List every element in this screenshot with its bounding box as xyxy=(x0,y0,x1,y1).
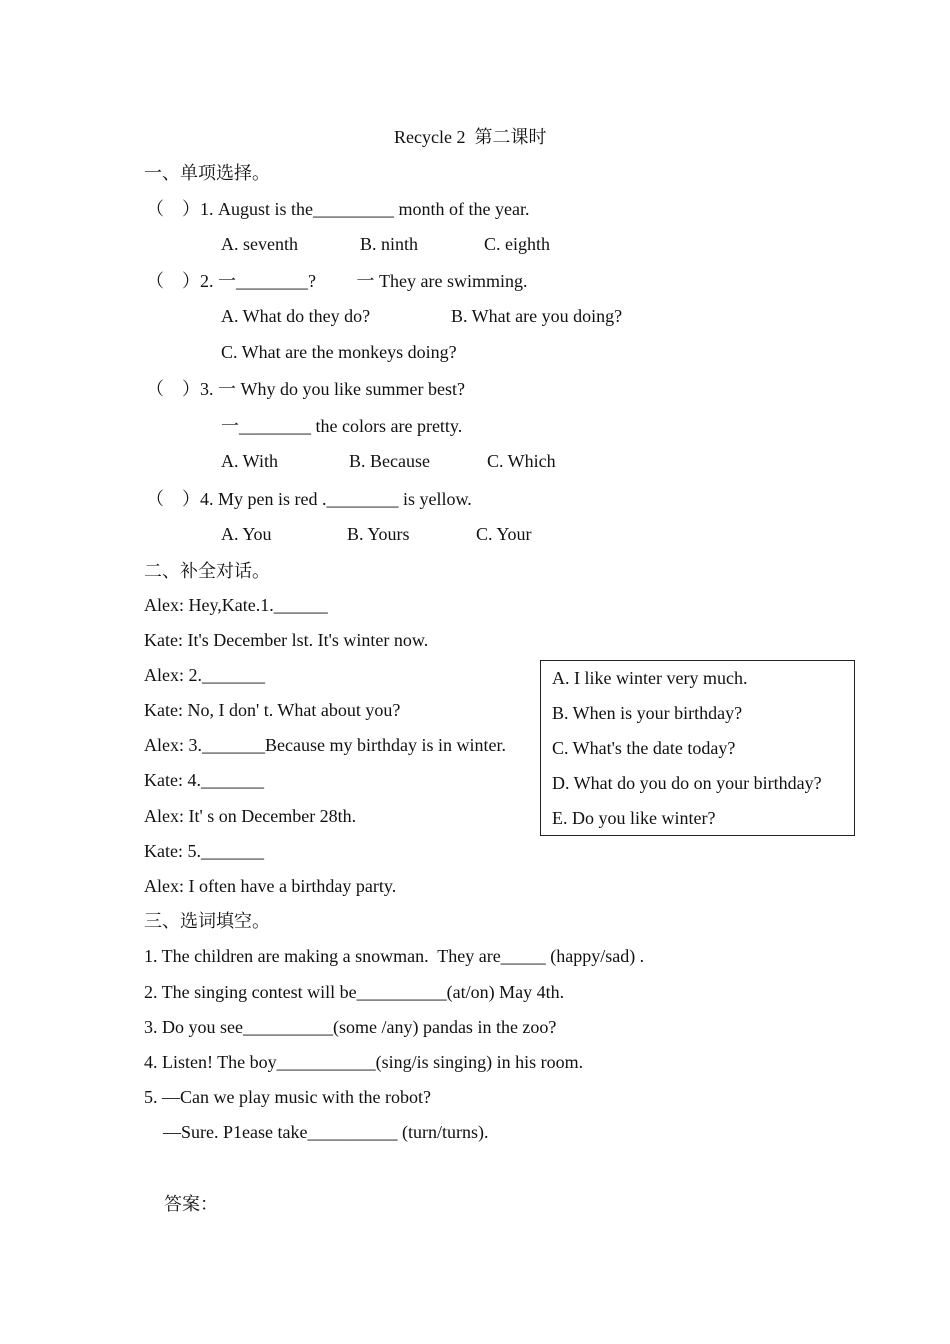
choices-box xyxy=(540,660,855,836)
question-2-stem: （ ）2. 一________? 一 They are swimming. xyxy=(146,271,528,291)
section-2-heading: 二、补全对话。 xyxy=(144,561,270,581)
q4-option-a: A. You xyxy=(221,524,272,544)
dialogue-line: Alex: It' s on December 28th. xyxy=(144,806,357,826)
choice-item: D. What do you do on your birthday? xyxy=(552,773,822,793)
section-3-heading: 三、选词填空。 xyxy=(144,911,270,931)
dialogue-line: Alex: Hey,Kate.1.______ xyxy=(144,595,328,615)
fill-item: 3. Do you see__________(some /any) pandas in the zoo? xyxy=(144,1017,557,1037)
choice-item: E. Do you like winter? xyxy=(552,808,716,828)
question-4-stem: （ ）4. My pen is red .________ is yellow. xyxy=(146,489,472,509)
q1-option-b: B. ninth xyxy=(360,234,419,254)
q2-option-c: C. What are the monkeys doing? xyxy=(221,342,457,362)
fill-item: —Sure. P1ease take__________ (turn/turns). xyxy=(163,1122,489,1142)
q4-option-c: C. Your xyxy=(476,524,532,544)
question-3-stem: （ ）3. 一 Why do you like summer best? xyxy=(146,379,465,399)
section-1-heading: 一、单项选择。 xyxy=(144,163,270,183)
dialogue-line: Kate: No, I don' t. What about you? xyxy=(144,700,401,720)
q1-option-c: C. eighth xyxy=(484,234,550,254)
dialogue-line: Alex: 3._______Because my birthday is in winter. xyxy=(144,735,506,755)
page-title: Recycle 2 第二课时 xyxy=(394,127,547,147)
q2-option-a: A. What do they do? xyxy=(221,306,371,326)
dialogue-line: Kate: 5._______ xyxy=(144,841,264,861)
q2-option-b: B. What are you doing? xyxy=(451,306,623,326)
fill-item: 5. —Can we play music with the robot? xyxy=(144,1087,431,1107)
q1-option-a: A. seventh xyxy=(221,234,298,254)
question-1-stem: （ ）1. August is the_________ month of the year. xyxy=(146,199,530,219)
q3-option-a: A. With xyxy=(221,451,278,471)
q3-option-b: B. Because xyxy=(349,451,430,471)
dialogue-line: Kate: It's December lst. It's winter now. xyxy=(144,630,429,650)
fill-item: 2. The singing contest will be__________(at/on) May 4th. xyxy=(144,982,565,1002)
fill-item: 4. Listen! The boy___________(sing/is singing) in his room. xyxy=(144,1052,584,1072)
dialogue-line: Alex: 2._______ xyxy=(144,665,265,685)
choice-item: A. I like winter very much. xyxy=(552,668,748,688)
dialogue-line: Kate: 4._______ xyxy=(144,770,264,790)
q4-option-b: B. Yours xyxy=(347,524,410,544)
q3-option-c: C. Which xyxy=(487,451,556,471)
question-3-stem-line2: 一________ the colors are pretty. xyxy=(221,416,463,436)
choice-item: C. What's the date today? xyxy=(552,738,736,758)
choice-item: B. When is your birthday? xyxy=(552,703,743,723)
answer-label: 答案： xyxy=(164,1194,218,1214)
dialogue-line: Alex: I often have a birthday party. xyxy=(144,876,397,896)
fill-item: 1. The children are making a snowman. They are_____ (happy/sad) . xyxy=(144,946,645,966)
